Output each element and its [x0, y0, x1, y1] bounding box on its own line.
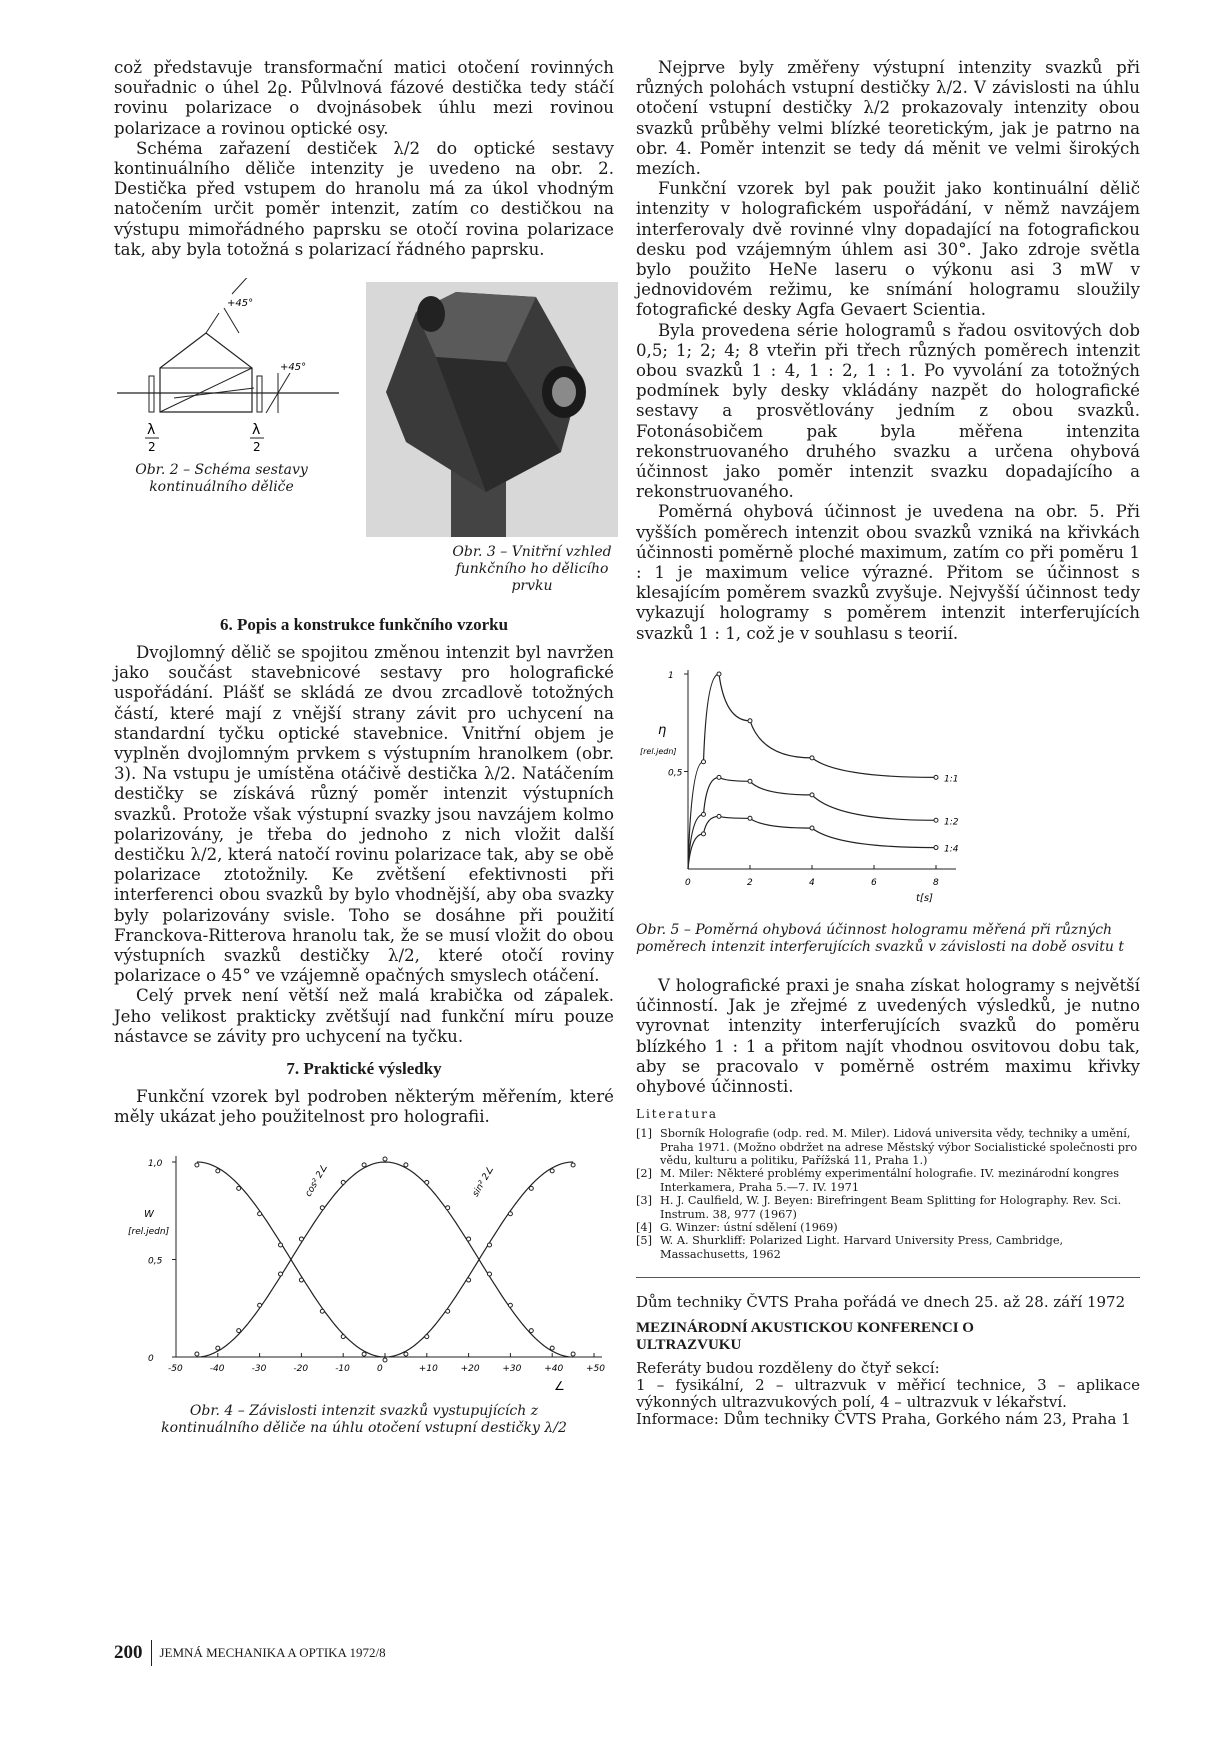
figures-2-3 [114, 278, 614, 613]
data-point [258, 1303, 262, 1307]
x-axis-label: t[s] [916, 892, 933, 904]
x-tick-label: 6 [871, 877, 877, 888]
data-point [362, 1352, 366, 1356]
reference-text: M. Miler: Některé problémy experimentální holografie. IV. mezinárodní kongres Interkamera, Praha 5.—7. IV. 1971 [660, 1167, 1120, 1194]
footer-divider [151, 1640, 152, 1666]
x-tick-label: -30 [251, 1363, 267, 1374]
page-footer [114, 1640, 386, 1666]
x-tick-label: +10 [418, 1363, 438, 1374]
data-point [279, 1272, 283, 1276]
y-axis-unit: [rel.jedn] [128, 1226, 170, 1237]
data-point [404, 1352, 408, 1356]
data-point [810, 826, 814, 830]
series-label: sin² 2∠ [470, 1164, 497, 1199]
data-point [934, 818, 938, 822]
reference-item [636, 1127, 1140, 1167]
data-point [571, 1352, 575, 1356]
fig2-angle-top: +45° [227, 298, 254, 310]
x-tick-label: 0 [377, 1363, 383, 1374]
data-point [362, 1162, 366, 1166]
data-point [748, 779, 752, 783]
data-point [195, 1352, 199, 1356]
data-point [404, 1162, 408, 1166]
right-column [636, 58, 1140, 1428]
data-point [320, 1309, 324, 1313]
data-point [748, 816, 752, 820]
y-tick-label: 1,0 [148, 1158, 163, 1169]
y-tick-label: 0,5 [148, 1256, 163, 1266]
reference-text: W. A. Shurkliff: Polarized Light. Harvard University Press, Cambridge, Massachusetts, 1962 [660, 1234, 1064, 1261]
prism-device-image [366, 282, 618, 537]
data-point [529, 1186, 533, 1190]
data-point [216, 1168, 220, 1172]
data-point [467, 1278, 471, 1282]
paragraph: Funkční vzorek byl pak použit jako kontinuální dělič intenzity v holografickém uspořádání, v němž navzájem interferovaly dvě rovinné vlny dopadající na fotografickou desku pod vzájemným úhlem asi 30°. Jako zdroje světla bylo použito HeNe laseru o výkonu asi 3 mW v jednovidovém režimu, ke snímání hologramu sloužily fotografické desky Agfa Gevaert Scientia. [636, 179, 1140, 320]
paragraph: Dvojlomný dělič se spojitou změnou intenzit byl navržen jako součást stavebnicové sestavy pro holografické uspořádání. Plášť se skládá ze dvou zrcadlově totožných částí, které mají z vnější strany závit pro uchycení na standardní tyčku optické stavebnice. Vnitřní objem je vyplněn dvojlomným prvkem s výstupním hranolkem (obr. 3). Na vstupu je umístěna otáčivě destička λ/2. Natáčením destičky se získává různý poměr intenzit výstupních svazků. Protože však výstupní svazky jsou navzájem kolmo polarizovány, je třeba do jednoho z nich vložit další destičku λ/2, která natočí rovinu polarizace tak, aby se obě polarizace ztotožnily. Ke zvětšení efektivnosti při interferenci obou svazků by bylo vhodnější, aby oba svazky byly polarizovány svisle. Toho se dosáhne při použití Franckova-Ritterova hranolu tak, že se musí vložit do obou výstupních svazků destičky λ/2, které otočí roviny polarizace o 45° ve vzájemně opačných smyslech otáčení. [114, 643, 614, 986]
left-column [114, 58, 614, 1437]
data-point [446, 1205, 450, 1209]
x-tick-label: 2 [747, 877, 753, 888]
data-point [748, 719, 752, 723]
divider [636, 1277, 1140, 1278]
data-point [702, 760, 706, 764]
data-point [467, 1236, 471, 1240]
data-point [216, 1346, 220, 1350]
fig5-chart [636, 664, 1140, 914]
data-point [383, 1358, 387, 1362]
data-point [934, 775, 938, 779]
paragraph: Poměrná ohybová účinnost je uvedena na obr. 5. Při vyšších poměrech intenzit obou svazků vzniká na křivkách účinnosti poměrně ploché maximum, zatím co při poměru 1 : 1 je maximum velice výrazné. Přitom se účinnost s klesajícím poměrem svazků zvyšuje. Nejvyšší účinnost tedy vykazují hologramy s poměrem intenzit interferujících svazků 1 : 1, což je v souhlasu s teorií. [636, 502, 1140, 643]
paragraph: Celý prvek není větší než malá krabička od zápalek. Jeho velikost prakticky zvětšují nad funkční míru pouze nástavce se závity pro uchycení na tyčku. [114, 986, 614, 1046]
series-line [688, 777, 936, 869]
series-line [197, 1162, 573, 1357]
reference-number: [2] [636, 1167, 653, 1181]
paragraph: což představuje transformační matici otočení rovinných souřadnic o úhel 2ϱ. Půlvlnová fázové destička tedy stáčí rovinu polarizace o dvojnásobek úhlu mezi rovinou polarizace a rovinou optické osy. [114, 58, 614, 138]
x-tick-label: +30 [502, 1363, 522, 1374]
conference-text: 1 – fysikální, 2 – ultrazvuk v měřicí technice, 3 – aplikace výkonných ultrazvukových polí, 4 – ultrazvuk v lékařství. [636, 1376, 1140, 1412]
data-point [425, 1334, 429, 1338]
paragraph: Funkční vzorek byl podroben některým měřením, které měly ukázat jeho použitelnost pro holografii. [114, 1087, 614, 1127]
fig3-photo [366, 282, 618, 537]
fig5 [636, 664, 1140, 956]
reference-number: [4] [636, 1220, 653, 1234]
reference-item [636, 1221, 1140, 1234]
data-point [279, 1242, 283, 1246]
data-point [299, 1278, 303, 1282]
x-tick-label: -20 [293, 1363, 309, 1374]
series-line [197, 1162, 573, 1357]
data-point [702, 832, 706, 836]
journal-name: JEMNÁ MECHANIKA A OPTIKA 1972/8 [159, 1645, 386, 1660]
data-point [446, 1309, 450, 1313]
data-point [341, 1334, 345, 1338]
x-tick-label: -50 [168, 1363, 183, 1374]
data-point [571, 1163, 575, 1167]
series-label: 1:4 [944, 844, 959, 855]
data-point [550, 1346, 554, 1350]
fig2-half-2: 2 [253, 440, 261, 455]
x-axis-label: ∠ [554, 1378, 565, 1393]
conference-text: Informace: Dům techniky ČVTS Praha, Gorkého nám 23, Praha 1 [636, 1410, 1131, 1429]
series-line [688, 816, 936, 869]
x-tick-label: +40 [544, 1363, 564, 1374]
data-point [508, 1303, 512, 1307]
x-tick-label: 8 [933, 877, 939, 888]
x-tick-label: 0 [685, 877, 691, 888]
conference-intro: Dům techniky ČVTS Praha pořádá ve dnech 25. až 28. září 1972 [636, 1293, 1126, 1312]
y-tick-label: 0,5 [668, 768, 683, 779]
reference-number: [1] [636, 1127, 653, 1141]
series-label: cos² 2∠ [303, 1162, 331, 1199]
paragraph: V holografické praxi je snaha získat hologramy s největší účinností. Jak je zřejmé z uvedených výsledků, je nutno vyrovnat intenzity interferujících svazků do poměru blízkého 1 : 1 a přitom najít vhodnou osvitovou dobu tak, aby se pracovalo v poměrně ostrém maximu křivky ohybové účinnosti. [636, 975, 1140, 1096]
x-tick-label: +20 [460, 1363, 480, 1374]
fig4-caption: Obr. 4 – Závislosti intenzit svazků vystupujících z kontinuálního děliče na úhlu otočení vstupní destičky λ/2 [161, 1402, 567, 1436]
reference-item [636, 1234, 1140, 1261]
fig4 [114, 1142, 614, 1437]
x-tick-label: -40 [209, 1363, 225, 1374]
reference-number: [5] [636, 1234, 653, 1248]
fig4-chart [114, 1142, 614, 1397]
data-point [383, 1157, 387, 1161]
paragraph: Nejprve byly změřeny výstupní intenzity svazků při různých polohách vstupní destičky λ/2. V závislosti na úhlu otočení vstupní destičky λ/2 prokazovaly intenzity obou svazků průběhy velmi blízké teoretickým, jak je patrno na obr. 4. Poměr intenzit se tedy dá měnit ve velmi širokých mezích. [636, 58, 1140, 179]
reference-text: H. J. Caulfield, W. J. Beyen: Birefringent Beam Splitting for Holography. Rev. Sci. Instrum. 38, 977 (1967) [660, 1194, 1122, 1221]
y-axis-label: η [658, 722, 667, 738]
references-title: Literatura [636, 1107, 719, 1122]
fig2-lambda-2: λ [252, 422, 261, 439]
reference-text: Sborník Holografie (odp. red. M. Miler). Lidová universita vědy, techniky a umění, Praha 1971. (Možno obdržet na adrese Městský výbor Socialistické společnosti pro vědu, kulturu a politiku, Pařížská 11, Praha 1.) [660, 1127, 1138, 1167]
data-point [425, 1180, 429, 1184]
y-axis-unit: [rel.jedn] [640, 746, 677, 756]
conference-title: MEZINÁRODNÍ AKUSTICKOU KONFERENCI O ULTRAZVUKU [636, 1320, 974, 1354]
y-axis-label: W [144, 1208, 154, 1220]
data-point [237, 1186, 241, 1190]
fig2-lambda-1: λ [147, 422, 156, 439]
data-point [717, 672, 721, 676]
page-number: 200 [114, 1642, 143, 1663]
reference-number: [3] [636, 1194, 653, 1208]
data-point [488, 1272, 492, 1276]
data-point [195, 1163, 199, 1167]
paragraph: Byla provedena série hologramů s řadou osvitových dob 0,5; 1; 2; 4; 8 vteřin při třech různých poměrech intenzit obou svazků 1 : 4, 1 : 2, 1 : 1. Po vyvolání za totožných podmínek byly desky vkládány nazpět do holografické sestavy a prosvětlovány jedním z obou svazků. Fotonásobičem pak byla měřena intenzita rekonstruovaného druhého svazku a určena ohybová účinnost jako poměr intenzit svazku dopadajícího a rekonstruovaného. [636, 320, 1140, 502]
data-point [934, 845, 938, 849]
data-point [810, 793, 814, 797]
data-point [550, 1168, 554, 1172]
fig2-angle-right: +45° [280, 362, 307, 374]
reference-text: G. Winzer: ústní sdělení (1969) [660, 1220, 838, 1234]
data-point [702, 812, 706, 816]
y-tick-label: 1 [668, 670, 674, 681]
references-list [636, 1127, 1140, 1261]
reference-item [636, 1167, 1140, 1194]
data-point [258, 1211, 262, 1215]
data-point [320, 1205, 324, 1209]
data-point [488, 1242, 492, 1246]
series-label: 1:2 [944, 817, 959, 828]
data-point [299, 1236, 303, 1240]
data-point [237, 1328, 241, 1332]
data-point [810, 756, 814, 760]
data-point [529, 1328, 533, 1332]
series-label: 1:1 [944, 774, 959, 785]
y-tick-label: 0 [148, 1353, 154, 1364]
paragraph: Schéma zařazení destiček λ/2 do optické sestavy kontinuálního děliče intenzity je uvedeno na obr. 2. Destička před vstupem do hranolu má za úkol vhodným natočením určit poměr intenzit, zatím co destičkou na výstupu mimořádného paprsku se otočí rovina polarizace tak, aby byla totožná s polarizací řádného paprsku. [114, 138, 614, 259]
x-tick-label: 4 [809, 877, 815, 888]
fig3-caption: Obr. 3 – Vnitřní vzhled funkčního ho dělicího prvku [452, 544, 612, 595]
conference-text: Referáty budou rozděleny do čtyř sekcí: [636, 1359, 940, 1378]
data-point [717, 775, 721, 779]
section-7-heading: 7. Praktické výsledky [286, 1059, 442, 1079]
x-tick-label: +50 [586, 1363, 605, 1374]
x-tick-label: -10 [335, 1363, 350, 1374]
data-point [508, 1211, 512, 1215]
data-point [341, 1180, 345, 1184]
fig5-caption: Obr. 5 – Poměrná ohybová účinnost hologramu měřená při různých poměrech intenzit interferujících svazků v závislosti na době osvitu t [636, 921, 1124, 955]
fig2-schematic [114, 278, 344, 468]
reference-item [636, 1194, 1140, 1221]
fig2-caption: Obr. 2 – Schéma sestavy kontinuálního děliče [135, 462, 308, 496]
section-6-heading: 6. Popis a konstrukce funkčního vzorku [219, 615, 509, 635]
series-line [688, 674, 936, 869]
fig2-half-1: 2 [148, 440, 156, 455]
data-point [717, 814, 721, 818]
